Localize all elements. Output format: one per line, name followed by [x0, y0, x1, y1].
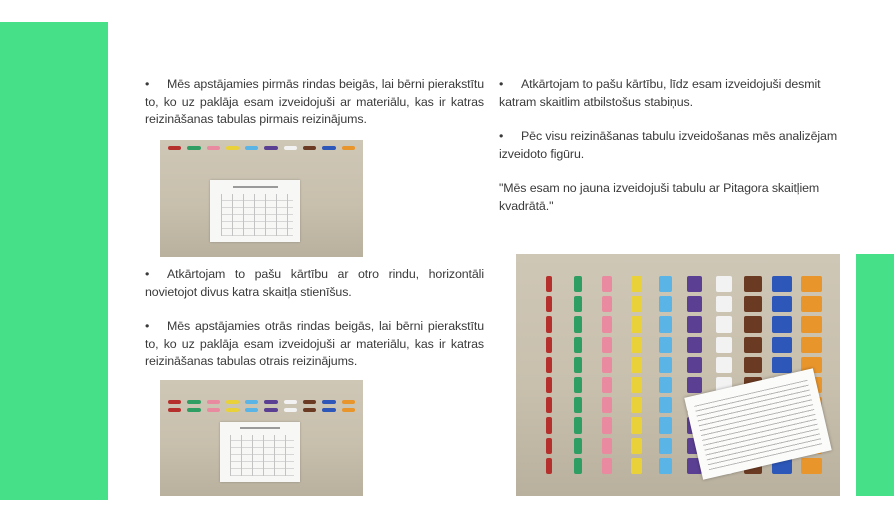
bead-bar — [574, 276, 582, 292]
bead-bar — [687, 377, 701, 393]
bead-bar — [716, 276, 732, 292]
bead-bar — [546, 337, 552, 353]
bead-bar — [546, 397, 552, 413]
bead-bar — [631, 357, 642, 373]
bead-bar — [801, 276, 822, 292]
bead-bar — [574, 316, 582, 332]
bead-bar — [659, 337, 672, 353]
bead-bar — [772, 316, 792, 332]
bead-bar — [631, 276, 642, 292]
bead-bar — [631, 296, 642, 312]
bead-bar — [659, 296, 672, 312]
right-paragraph-1: • Atkārtojam to pašu kārtību, līdz esam izveidojuši desmit katram skaitlim atbilstošus stabiņus. — [499, 77, 821, 109]
bead-bar — [659, 357, 672, 373]
bead-bar — [574, 377, 582, 393]
bead-bar — [744, 296, 762, 312]
bead-bar — [687, 276, 701, 292]
bead-bar — [659, 458, 672, 474]
bead-bar — [801, 316, 822, 332]
bead-bar — [546, 417, 552, 433]
bead-bar — [772, 357, 792, 373]
photo-bead-row-2 — [160, 380, 363, 496]
bead-bar — [659, 397, 672, 413]
bead-bar — [687, 296, 701, 312]
bead-bar — [574, 337, 582, 353]
bead-bar — [631, 438, 642, 454]
bead-bar — [716, 337, 732, 353]
bead-bar — [546, 377, 552, 393]
left-paragraph-1: • Mēs apstājamies pirmās rindas beigās, lai bērni pierakstītu to, ko uz paklāja esam izveidojuši ar materiālu, kas ir katras reizināšanas tabulas pirmais reizinājums. — [145, 77, 484, 126]
bead-bar — [574, 397, 582, 413]
bead-row — [168, 146, 355, 150]
bead-bar — [602, 438, 611, 454]
right-paragraph-2: • Pēc visu reizināšanas tabulu izveidošanas mēs analizējam izveidoto figūru. — [499, 129, 838, 161]
bead-bar — [659, 316, 672, 332]
bead-bar — [801, 337, 822, 353]
bullet: • — [145, 319, 150, 333]
bead-bar — [574, 357, 582, 373]
bead-bar — [631, 458, 642, 474]
bead-bar — [744, 316, 762, 332]
bullet: • — [499, 129, 504, 143]
bead-bar — [602, 337, 611, 353]
bead-bar — [659, 417, 672, 433]
bead-bar — [631, 397, 642, 413]
bead-bar — [602, 316, 611, 332]
bead-bar — [574, 458, 582, 474]
bead-bar — [602, 276, 611, 292]
bead-bar — [602, 458, 611, 474]
bead-bar — [744, 357, 762, 373]
bead-bar — [659, 377, 672, 393]
bead-bar — [801, 458, 822, 474]
bead-row — [168, 400, 355, 404]
bead-bar — [546, 316, 552, 332]
bullet: • — [145, 267, 150, 281]
bullet: • — [499, 77, 504, 91]
bead-bar — [687, 357, 701, 373]
bead-bar — [716, 316, 732, 332]
worksheet — [210, 180, 300, 242]
bead-bar — [716, 296, 732, 312]
bead-bar — [574, 417, 582, 433]
worksheet — [220, 422, 300, 482]
bead-bar — [602, 397, 611, 413]
bead-bar — [744, 276, 762, 292]
bead-bar — [631, 417, 642, 433]
photo-pythagoras-square — [516, 254, 840, 496]
bead-bar — [772, 337, 792, 353]
bead-bar — [546, 357, 552, 373]
green-accent-bar-left — [0, 22, 108, 500]
bead-bar — [659, 438, 672, 454]
bead-bar — [744, 337, 762, 353]
bead-bar — [574, 296, 582, 312]
bead-bar — [546, 276, 552, 292]
bead-bar — [546, 458, 552, 474]
bead-bar — [659, 276, 672, 292]
bead-bar — [687, 316, 701, 332]
bead-bar — [772, 276, 792, 292]
bead-bar — [602, 417, 611, 433]
bead-row — [168, 408, 355, 412]
bead-bar — [687, 337, 701, 353]
bead-bar — [772, 296, 792, 312]
bead-bar — [546, 296, 552, 312]
bead-bar — [602, 357, 611, 373]
bead-bar — [631, 316, 642, 332]
bead-bar — [546, 438, 552, 454]
bead-bar — [602, 377, 611, 393]
bead-bar — [631, 337, 642, 353]
bead-bar — [631, 377, 642, 393]
bead-bar — [574, 438, 582, 454]
green-accent-bar-right — [856, 254, 894, 496]
photo-bead-row-1 — [160, 140, 363, 257]
quote: "Mēs esam no jauna izveidojuši tabulu ar Pitagora skaitļiem kvadrātā." — [499, 181, 820, 213]
bullet: • — [145, 77, 150, 91]
left-paragraph-3: • Mēs apstājamies otrās rindas beigās, lai bērni pierakstītu to, ko uz paklāja esam izveidojuši ar materiālu, kas ir katras reizināšanas tabulas otrais reizinājums. — [145, 319, 484, 368]
bead-bar — [602, 296, 611, 312]
bead-bar — [801, 296, 822, 312]
bead-bar — [716, 357, 732, 373]
left-paragraph-2: • Atkārtojam to pašu kārtību ar otro rindu, horizontāli novietojot divus katra skaitļa stienīšus. — [145, 267, 484, 299]
